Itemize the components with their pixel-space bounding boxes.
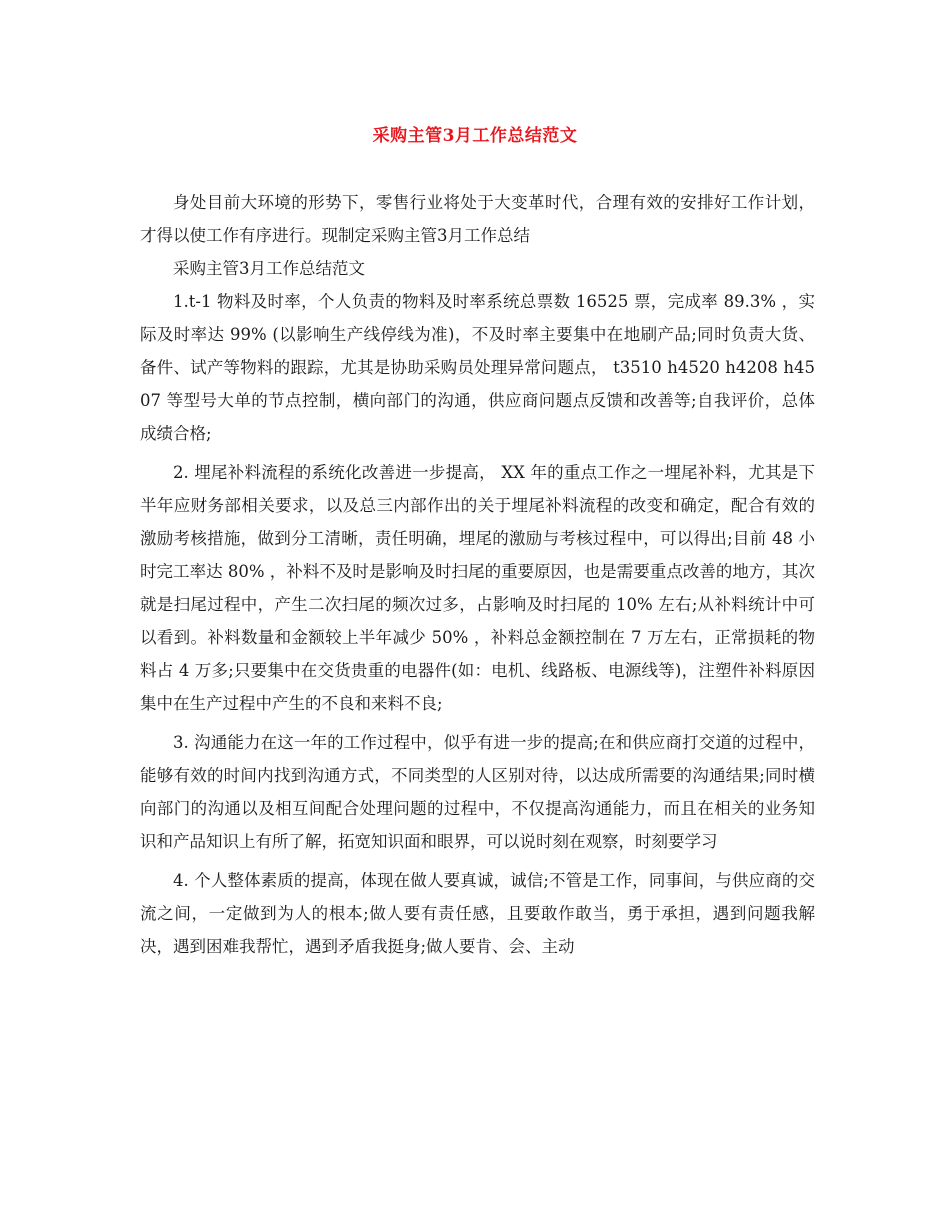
paragraph-subtitle: 采购主管3月工作总结范文 (173, 259, 365, 278)
paragraph-item-3: 3. 沟通能力在这一年的工作过程中，似乎有进一步的提高;在和供应商打交道的过程中，能够有效的时间内找到沟通方式，不同类型的人区别对待，以达成所需要的沟通结果;同时横向部门的沟通以及相互间配合处理问题的过程中，不仅提高沟通能力，而且在相关的业务知识和产品知识上有所了解，拓宽知识面和眼界，可以说时刻在观察，时刻要学习 (140, 733, 815, 851)
document-title: 采购主管3月工作总结范文 (372, 126, 578, 146)
document-body (140, 186, 815, 963)
paragraph-intro: 身处目前大环境的形势下，零售行业将处于大变革时代，合理有效的安排好工作计划，才得以使工作有序进行。现制定采购主管3月工作总结 (140, 193, 815, 245)
paragraph-item-2: 2. 埋尾补料流程的系统化改善进一步提高， XX 年的重点工作之一埋尾补料，尤其是下半年应财务部相关要求，以及总三内部作出的关于埋尾补料流程的改变和确定，配合有效的激励考核措施，做到分工清晰，责任明确，埋尾的激励与考核过程中，可以得出;目前 48 小时完工率达 80% ，补料不及时是影响及时扫尾的重要原因，也是需要重点改善的地方，其次就是扫尾过程中，产生二次扫尾的频次过多，占影响及时扫尾的 10% 左右;从补料统计中可以看到。补料数量和金额较上半年减少 50% ，补料总金额控制在 7 万左右，正常损耗的物料占 4 万多;只要集中在交货贵重的电器件(如：电机、线路板、电源线等)，注塑件补料原因集中在生产过程中产生的不良和来料不良; (140, 463, 815, 713)
paragraph-item-1: 1.t-1 物料及时率，个人负责的物料及时率系统总票数 16525 票，完成率 89.3% ，实际及时率达 99% (以影响生产线停线为准)，不及时率主要集中在地刷产品;同时负责大货、备件、试产等物料的跟踪，尤其是协助采购员处理异常问题点， t3510 h4520 h4208 h4507 等型号大单的节点控制，横向部门的沟通，供应商问题点反馈和改善等;自我评价，总体成绩合格; (140, 292, 815, 443)
paragraph-item-4: 4. 个人整体素质的提高，体现在做人要真诚，诚信;不管是工作，同事间，与供应商的交流之间，一定做到为人的根本;做人要有责任感，且要敢作敢当，勇于承担，遇到问题我解决，遇到困难我帮忙，遇到矛盾我挺身;做人要肯、会、主动 (140, 871, 815, 956)
